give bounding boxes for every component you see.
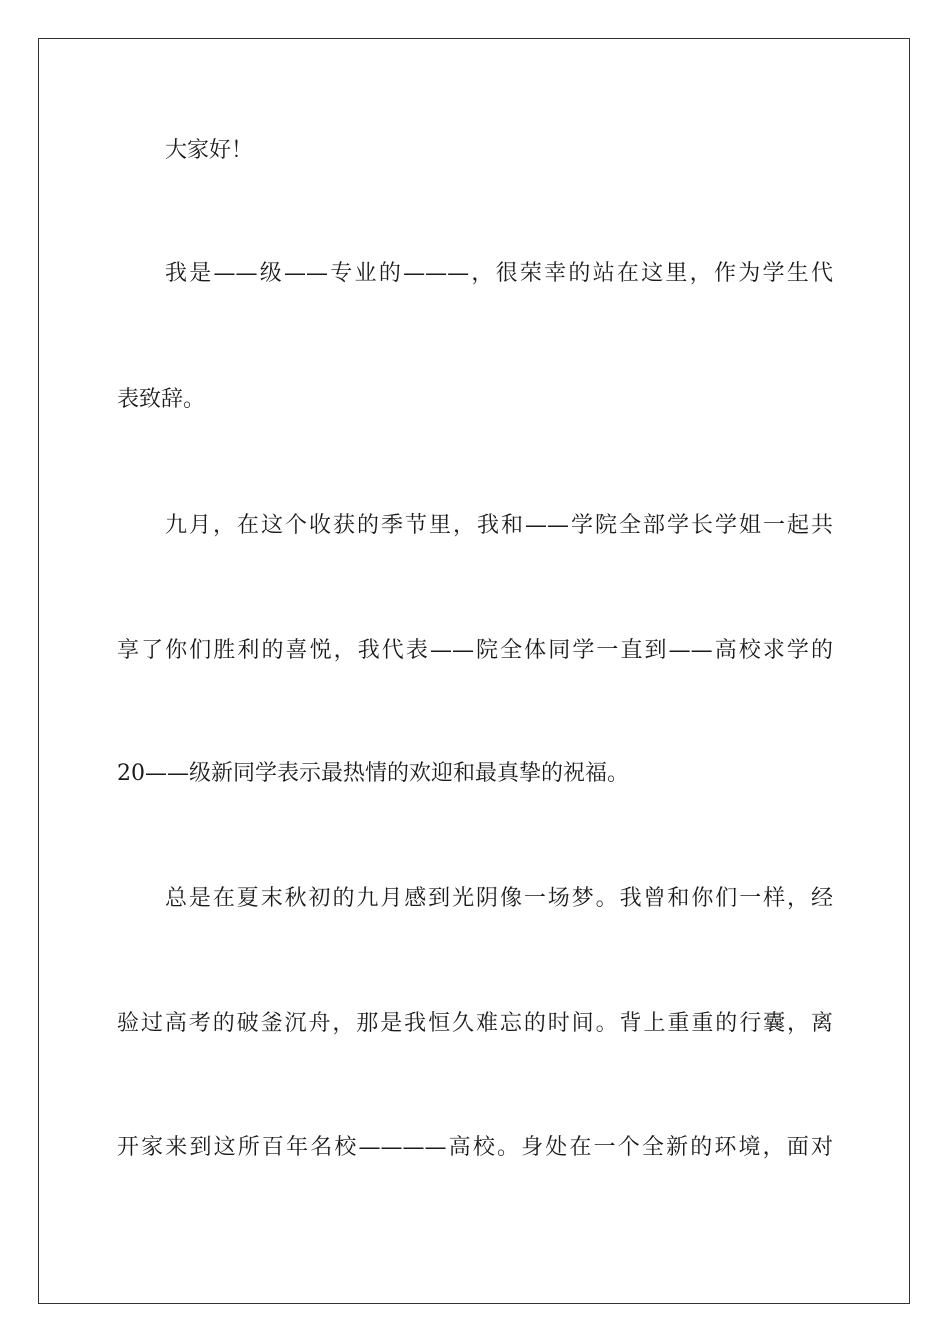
text-line: 表致辞。 (117, 387, 206, 412)
text-line: 验过高考的破釜沉舟，那是我恒久难忘的时间。背上重重的行囊，离 (117, 1011, 833, 1036)
text-line: 开家来到这所百年名校————高校。身处在一个全新的环境，面对 (117, 1135, 833, 1160)
text-line-greeting: 大家好！ (165, 138, 254, 163)
document-page (38, 38, 910, 1304)
text-line: 九月，在这个收获的季节里，我和——学院全部学长学姐一起共 (165, 513, 833, 538)
text-line: 20——级新同学表示最热情的欢迎和最真挚的祝福。 (117, 761, 629, 786)
text-line: 总是在夏末秋初的九月感到光阴像一场梦。我曾和你们一样，经 (165, 886, 833, 911)
text-line: 享了你们胜利的喜悦，我代表——院全体同学一直到——高校求学的 (117, 638, 833, 663)
text-line: 我是——级——专业的———，很荣幸的站在这里，作为学生代 (165, 261, 833, 286)
